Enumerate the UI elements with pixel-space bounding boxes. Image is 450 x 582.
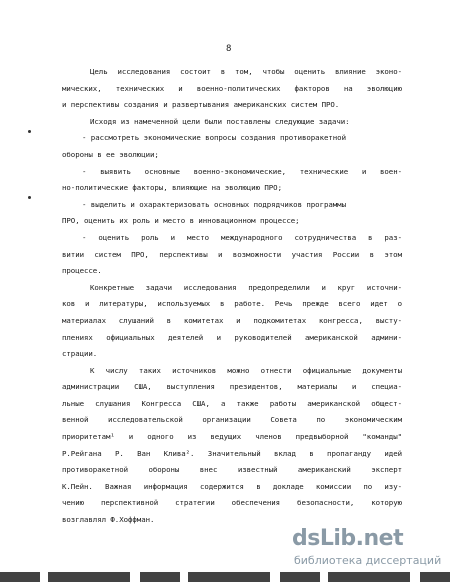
text-line: венной исследовательской организации Совета по экономическим [62,415,402,425]
text-line: - рассмотреть экономические вопросы создания противоракетной [82,133,346,143]
text-line: - выявить основные военно-экономические, технические и воен- [82,166,402,176]
text-line: - оценить роль и место международного сотрудничества в раз- [82,232,402,242]
scan-bottom-edge [0,572,450,582]
watermark-logo: dsLib.net [292,526,404,551]
text-line: возглавлял Ф.Хоффман. [62,515,155,525]
text-line: К числу таких источников можно отнести официальные документы [90,365,402,375]
text-line: Цель исследования состоит в том, чтобы оценить влияние эконо- [90,67,402,76]
text-line: витии систем ПРО, перспективы и возможности участия России в этом [62,249,402,259]
text-line: льные слушания Конгресса США, а также работы американской общест- [62,398,402,408]
text-line: процессе. [62,266,102,276]
text-line: К.Пейн. Важная информация содержится в докладе комиссии по изу- [62,481,402,491]
body-text [62,64,402,529]
text-line: чению перспективной стратегии обеспечения безопасности, которую [62,498,402,508]
text-line: и перспективы создания и развертывания американских систем ПРО. [62,100,340,110]
text-line: противоракетной обороны внес известный американский эксперт [62,465,402,475]
text-line: обороны в ее эволюции; [62,149,159,159]
text-line: материалах слушаний в комитетах и подкомитетах конгресса, высту- [62,315,402,325]
text-line: ПРО, оценить их роль и место в инновационном процессе; [62,216,300,226]
watermark-subtitle: библиотека диссертаций [294,554,442,567]
text-line: мических, технических и военно-политических факторов на эволюцию [62,83,402,93]
margin-dot [28,196,31,199]
text-line: Конкретные задачи исследования предопределили и круг источни- [90,282,402,292]
watermark [292,518,442,570]
margin-dot [28,130,31,133]
text-line: страции. [62,349,98,359]
page-number: 8 [226,44,232,54]
text-line: - выделить и охарактеризовать основных подрядчиков программы [82,199,346,209]
text-line: администрации США, выступления президентов, материалы и специа- [62,382,402,392]
text-line: плениях официальных деятелей и руководителей американской админи- [62,332,402,342]
text-line: Р.Рейгана Р. Ван Клива². Значительный вклад в пропаганду идей [62,448,402,458]
text-line: Исходя из намеченной цели были поставлены следующие задачи: [90,116,350,126]
text-line: но-политические факторы, влияющие на эволюцию ПРО; [62,183,282,193]
text-line: ков и литературы, используемых в работе. Речь прежде всего идет о [62,299,402,309]
text-line: приоритетам¹ и одного из ведущих членов предвыборной "команды" [62,432,402,442]
